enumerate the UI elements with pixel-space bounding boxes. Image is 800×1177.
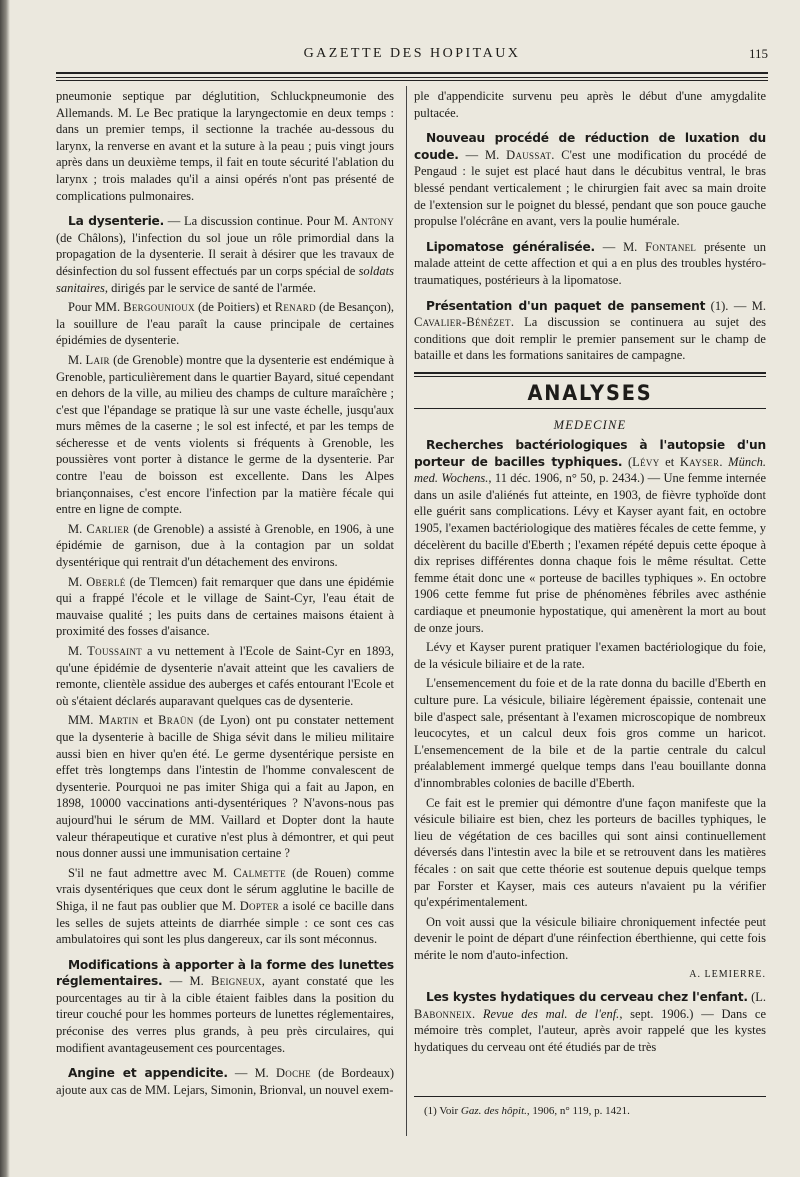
angina-paragraph: Angine et appendicite. — M. Doche (de Bordeaux) ajoute aux cas de MM. Lejars, Simonin, Brionval, un nouvel exem-: [56, 1066, 394, 1097]
author-name: Carlier: [86, 521, 130, 536]
author-name: Oberlé: [86, 574, 126, 589]
author-name: Lair: [85, 352, 110, 367]
author-name: Antony: [351, 214, 394, 229]
paragraph: Ce fait est le premier qui démontre d'une façon manifeste que la vésicule biliaire est bien, chez les porteurs de bacilles typhiques, le lieu de végétation de ces bacilles qui sont ainsi continuellement déversés dans l'intestin avec la bile et se retrouvent dans les matières fécales : on sait que cette théorie est soutenue depuis quelque temps par Forster et Kayser, mais ces auteurs n'avaient pu la vérifier qu'expérimentalement.: [414, 795, 766, 910]
subsection-title: MEDECINE: [553, 417, 627, 432]
author-name: Bergounioux: [123, 300, 195, 315]
footnote-ref: (1).: [705, 298, 729, 313]
author-name: Calmette: [233, 865, 286, 880]
journal-name: Gaz. des hôpit.: [460, 1105, 527, 1117]
author-name: Dopter: [239, 898, 280, 913]
author-name: Cavalier-Bénézet: [414, 315, 511, 330]
footnote-rule: [414, 1096, 766, 1097]
author-name: Doche: [275, 1066, 311, 1081]
section-heading-lipomatosis: Lipomatose généralisée.: [426, 239, 595, 254]
author-name: Beigneux: [211, 974, 262, 989]
paragraph: L'ensemencement du foie et de la rate donna du bacille d'Eberth en culture pure. La vésicule, biliaire légèrement épaissie, contenait une bile d'aspect sale, présentant à l'examen microscopique de nombreux leucocytes, et un calcul deux fois gros comme un haricot. L'ensemencement de la bile et de la partie centrale du calcul préalablement immergé quelque temps dans l'eau bouillante donna d'innombrables colonies de bacille d'Eberth.: [414, 676, 766, 790]
cysts-paragraph: Les kystes hydatiques du cerveau chez l'enfant. (L. Babonneix. Revue des mal. de l'enf., sept. 1906.) — Dans ce mémoire très complet, l'auteur, après avoir rappelé que les kystes hydatiques du cerveau ont été étudiés par de très: [414, 990, 766, 1054]
column-divider: [406, 86, 407, 1136]
paragraph: Lévy et Kayser purent pratiquer l'examen bactériologique du foie, de la vésicule biliaire et de la rate.: [414, 640, 766, 671]
section-rule: [414, 372, 766, 377]
section-heading-dysentery: La dysenterie.: [68, 214, 165, 229]
paragraph: On voit aussi que la vésicule biliaire chroniquement infectée peut devenir le point de départ d'une réinfection éberthienne, qui cette fois mérite le nom d'auto-infection.: [414, 914, 766, 962]
header-rule: [56, 72, 768, 78]
section-heading-glasses: Modifications à apporter à la forme des lunettes réglementaires.: [56, 957, 394, 989]
paragraph: ple d'appendicite survenu peu après le début d'une amygdalite pultacée.: [414, 89, 766, 120]
section-heading-bandage: Présentation d'un paquet de pansement: [426, 298, 706, 313]
analyses-title: ANALYSES: [527, 380, 653, 405]
author-name: Kayser: [679, 454, 720, 469]
journal-name: Revue des mal. de l'enf.: [482, 1006, 620, 1021]
paragraph: M. Carlier (de Grenoble) a assisté à Grenoble, en 1906, à une épidémie de garnison, due à la contagion par un soldat dysentérique qui rentrait d'un détachement des environs.: [56, 521, 394, 570]
paragraph: M. Lair (de Grenoble) montre que la dysenterie est endémique à Grenoble, particulièrement dans le quartier Bayard, situé cependant en dehors de la ville, au milieu des champs de culture maraîchère ; c'est que l'épandage se pratique là sur une vaste échelle, jusqu'aux murs mêmes de la caserne ; le sol est infecté, et par les temps de sécheresse et de vents violents si fréquents à Grenoble, les poussières vont porter à distance le germe de la dysenterie. Par contre l'eau de boisson est excellente. Dans les Alpes briançonnaises, c'est encore l'infection par la matière fécale qui entre en ligne de compte.: [56, 352, 394, 517]
luxation-paragraph: Nouveau procédé de réduction de luxation du coude. — M. Daussat. C'est une modification du procédé de Pengaud : le sujet est placé haut dans le décubitus ventral, le bras blessé pendant verticalement ; le chirurgien fait avec sa main droite de l'extension sur le poignet du blessé, pendant que son pouce gauche propulse l'olécrâne en avant, vers la poulie humérale.: [414, 131, 766, 229]
paragraph: pneumonie septique par déglutition, Schluckpneumonie des Allemands. M. Le Bec pratique la laryngectomie en deux temps : dans un premier temps, il sectionne la trachée au-dessous du larynx, la renverse en avant et la suture à la peau ; puis vingt jours après dans un deuxième temps, il fait en toute sécurité l'ablation du larynx ; trois malades qu'il a ainsi opérés n'ont pas présenté de complications pulmonaires.: [56, 89, 394, 203]
typhoid-paragraph: Recherches bactériologiques à l'autopsie d'un porteur de bacilles typhiques. (Lévy et Kayser. Münch. med. Wochens., 11 déc. 1906, n° 50, p. 2434.) — Une femme internée dans un asile d'aliénés fut atteinte, en 1903, de fièvre typhoïde dont elle guérit sans complications. Lévy et Kayser ayant fait, en octobre 1905, l'examen bactériologique des matières fécales de cette femme, y décelèrent du bacille d'Eberth ; l'examen répété depuis cette époque à dix reprises différentes donna chaque fois le même résultat. Cette femme était donc une « porteuse de bacilles typhiques ». En octobre 1906 cette femme fut prise de phénomènes fébriles avec asthénie cardiaque et pneumonie hypostatique, qui amenèrent la mort au bout de onze jours.: [414, 438, 767, 635]
page-header: [56, 46, 768, 70]
section-heading-cysts: Les kystes hydatiques du cerveau chez l'enfant.: [426, 990, 748, 1005]
dysentery-paragraph: La dysenterie. — La discussion continue. Pour M. Antony (de Châlons), l'infection du sol joue un rôle primordial dans la propagation de la dysenterie. Il serait à désirer que les travaux de désinfection du sol fussent effectués par un corps spécial de soldats sanitaires, dirigés par le service de santé de l'armée.: [56, 214, 394, 295]
journal-name: Münch. med. Wochens.: [414, 454, 767, 486]
header-rule-thin: [56, 80, 768, 81]
section-heading-typhoid: Recherches bactériologiques à l'autopsie d'un porteur de bacilles typhiques.: [414, 438, 766, 469]
paragraph: M. Oberlé (de Tlemcen) fait remarquer que dans une épidémie qui a frappé l'école et le village de Saint-Cyr, l'eau était de mauvaise qualité ; les puits dans de certaines maisons étaient à proximité des fosses d'aisance.: [56, 574, 394, 639]
author-name: Renard: [274, 300, 316, 315]
paragraph: MM. Martin et Braün (de Lyon) ont pu constater nettement que la dysenterie à bacille de Shiga sévit dans le milieu militaire aussi bien en hiver qu'en été. Le germe dysentérique persiste en effet très longtemps dans l'intestin de l'homme convalescent de dysenterie. Pourquoi ne pas imiter Shiga qui a fait au Japon, en 1898, 10000 vaccinations anti-dysentériques ? N'avons-nous pas aujourd'hui le sérum de MM. Vaillard et Dopter dont la haute valeur thérapeutique et curative n'est plus à démontrer, et qui peut nous donner aussi une immunisation certaine ?: [56, 713, 394, 861]
author-name: Martin: [98, 713, 139, 728]
section-heading-luxation: Nouveau procédé de réduction de luxation du coude.: [414, 131, 766, 162]
page-binding-edge: [0, 0, 10, 1177]
author-name: Fontanel: [645, 239, 697, 254]
footnote: (1) Voir Gaz. des hôpit., 1906, n° 119, p. 1421.: [424, 1105, 630, 1117]
journal-title: GAZETTE DES HOPITAUX: [303, 46, 521, 61]
author-name: Babonneix: [414, 1006, 473, 1021]
section-rule-thin: [414, 408, 766, 409]
lipomatosis-paragraph: Lipomatose généralisée. — M. Fontanel présente un malade atteint de cette affection et qui a en plus des troubles hystéro-traumatiques, postérieurs à la lipomatose.: [414, 239, 766, 287]
glasses-paragraph: Modifications à apporter à la forme des lunettes réglementaires. — M. Beigneux, ayant constaté que les pourcentages au tir à la cible étaient faibles dans la position du tireur couché pour les hommes porteurs de lunettes réglementaires, préconise des verres plus grands, à peu près circulaires, qui modifient avantageusement ces pourcentages.: [56, 957, 394, 1055]
bandage-paragraph: Présentation d'un paquet de pansement (1). — M. Cavalier-Bénézet. La discussion se continuera au sujet des conditions que doit remplir le premier pansement sur le champ de bataille et dans les formations sanitaires de campagne.: [414, 298, 767, 363]
page-number: 115: [748, 46, 768, 61]
author-name: Braün: [158, 713, 194, 728]
author-name: Lévy: [632, 454, 660, 469]
right-column: [414, 88, 766, 1058]
paragraph: S'il ne faut admettre avec M. Calmette (de Rouen) comme vrais dysentériques que ceux dont le sérum agglutine le bacille de Shiga, il ne faut pas oublier que M. Dopter a isolé ce bacille dans les selles de sujets atteints de diarrhée simple : ce sont ces cas ambulatoires qui sont les plus dangereux, car ils sont méconnus.: [56, 865, 394, 947]
author-name: Daussat: [506, 147, 552, 162]
paragraph: M. Toussaint a vu nettement à l'Ecole de Saint-Cyr en 1893, qu'une épidémie de dysenterie n'avait atteint que les cavaliers de remonte, clientèle assidue des auberges et cafés entourant l'Ecole et où s'étaient déclarés auparavant quelques cas de dysenterie.: [56, 644, 394, 708]
left-column: [56, 88, 394, 1101]
author-name: Toussaint: [87, 644, 143, 658]
paragraph: Pour MM. Bergounioux (de Poitiers) et Renard (de Besançon), la souillure de l'eau paraît la cause principale de certaines épidémies de dysenterie.: [56, 300, 394, 348]
author-signature: A. LEMIERRE.: [689, 968, 766, 980]
section-heading-angina: Angine et appendicite.: [68, 1066, 228, 1081]
